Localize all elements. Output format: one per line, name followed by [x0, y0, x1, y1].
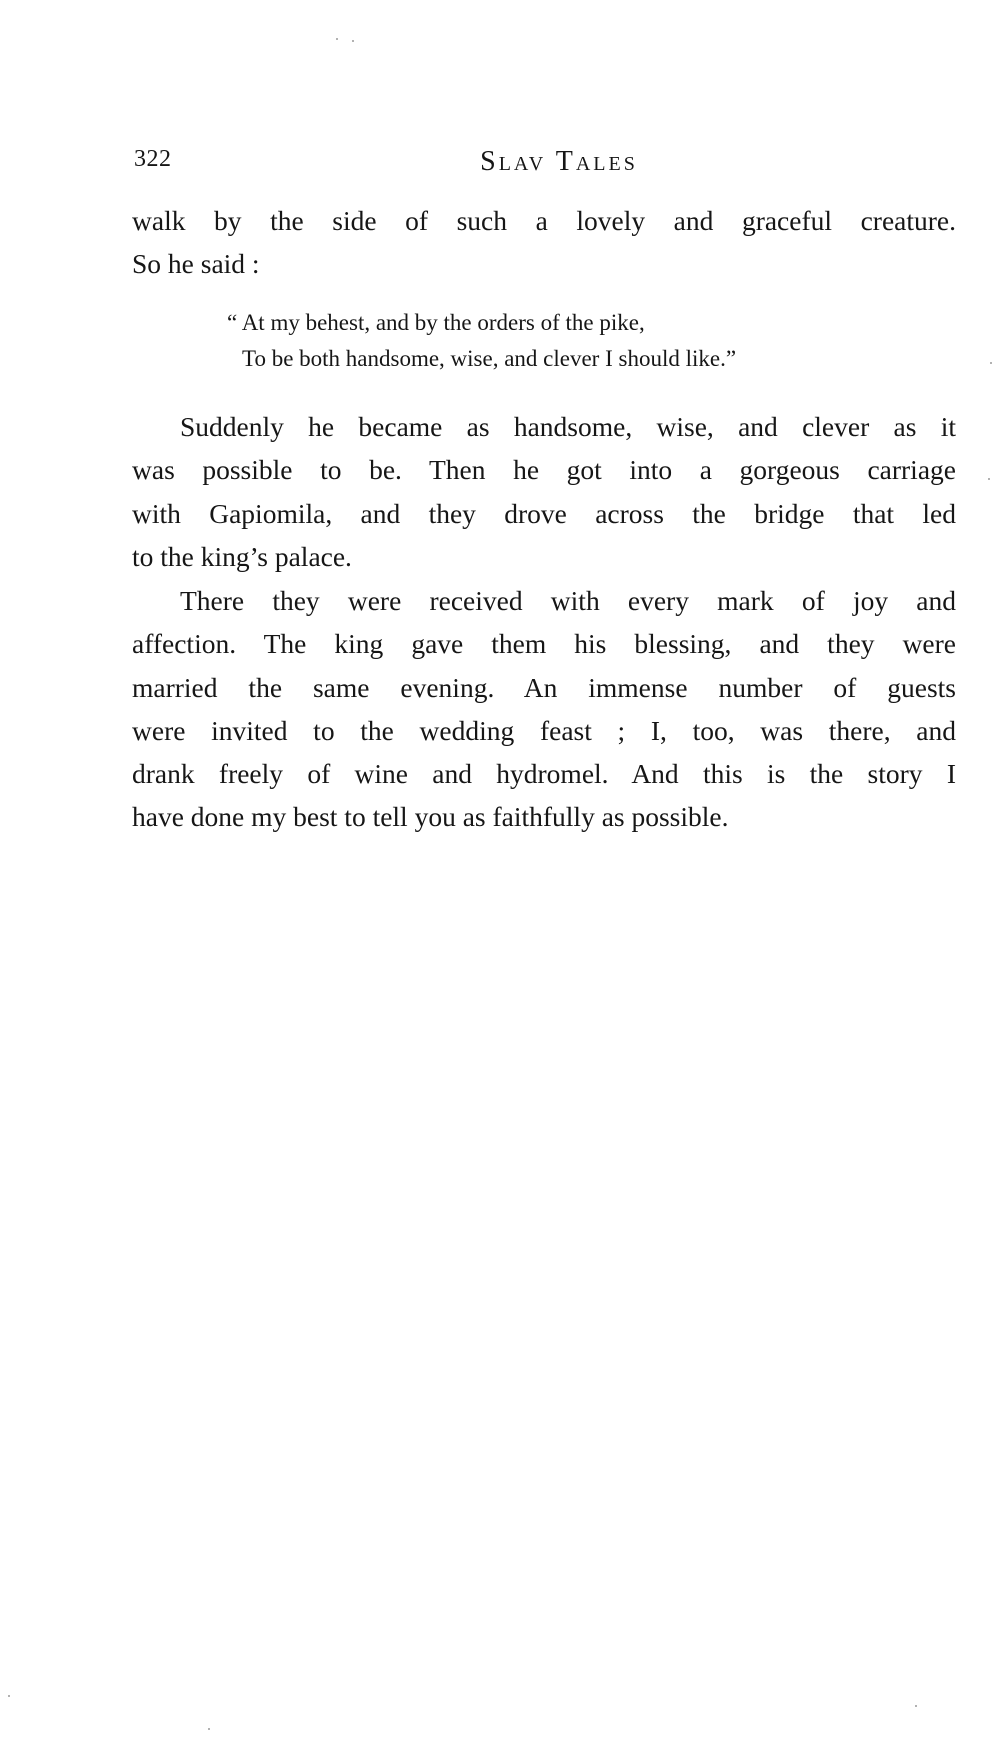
- verse-quote: [227, 305, 947, 377]
- verse-line: To be both handsome, wise, and clever I should like.”: [242, 346, 737, 371]
- text-line: walk by the side of such a lovely and graceful creature.: [132, 205, 956, 236]
- paragraph-continuation: [132, 199, 956, 286]
- scan-speck: [336, 38, 338, 40]
- text-line: married the same evening. An immense number of guests: [132, 671, 956, 703]
- scan-speck: [8, 1695, 10, 1697]
- scan-speck: [988, 478, 990, 480]
- text-line: was possible to be. Then he got into a gorgeous carriage: [132, 454, 956, 486]
- scan-speck: [352, 40, 354, 42]
- page-header: [134, 146, 954, 186]
- text-line: were invited to the wedding feast ; I, too, was there, and: [132, 714, 956, 746]
- text-line: Suddenly he became as handsome, wise, and clever as it: [180, 411, 956, 442]
- verse-line: “ At my behest, and by the orders of the pike,: [227, 310, 645, 335]
- text-line: to the king’s palace.: [132, 540, 352, 572]
- text-line: There they were received with every mark of joy and: [180, 585, 956, 616]
- running-title: Slav Tales: [480, 146, 638, 177]
- text-line: drank freely of wine and hydromel. And this is the story I: [132, 758, 956, 790]
- scan-speck: [208, 1728, 210, 1730]
- paragraph-transformation: [132, 405, 956, 578]
- text-line: with Gapiomila, and they drove across the bridge that led: [132, 497, 956, 529]
- text-line: affection. The king gave them his blessing, and they were: [132, 628, 956, 660]
- scan-speck: [915, 1705, 917, 1707]
- text-line: So he said :: [132, 248, 260, 280]
- scan-speck: [990, 362, 992, 364]
- text-line: have done my best to tell you as faithfully as possible.: [132, 801, 729, 833]
- paragraph-wedding: [132, 579, 956, 839]
- page-number: 322: [134, 146, 172, 172]
